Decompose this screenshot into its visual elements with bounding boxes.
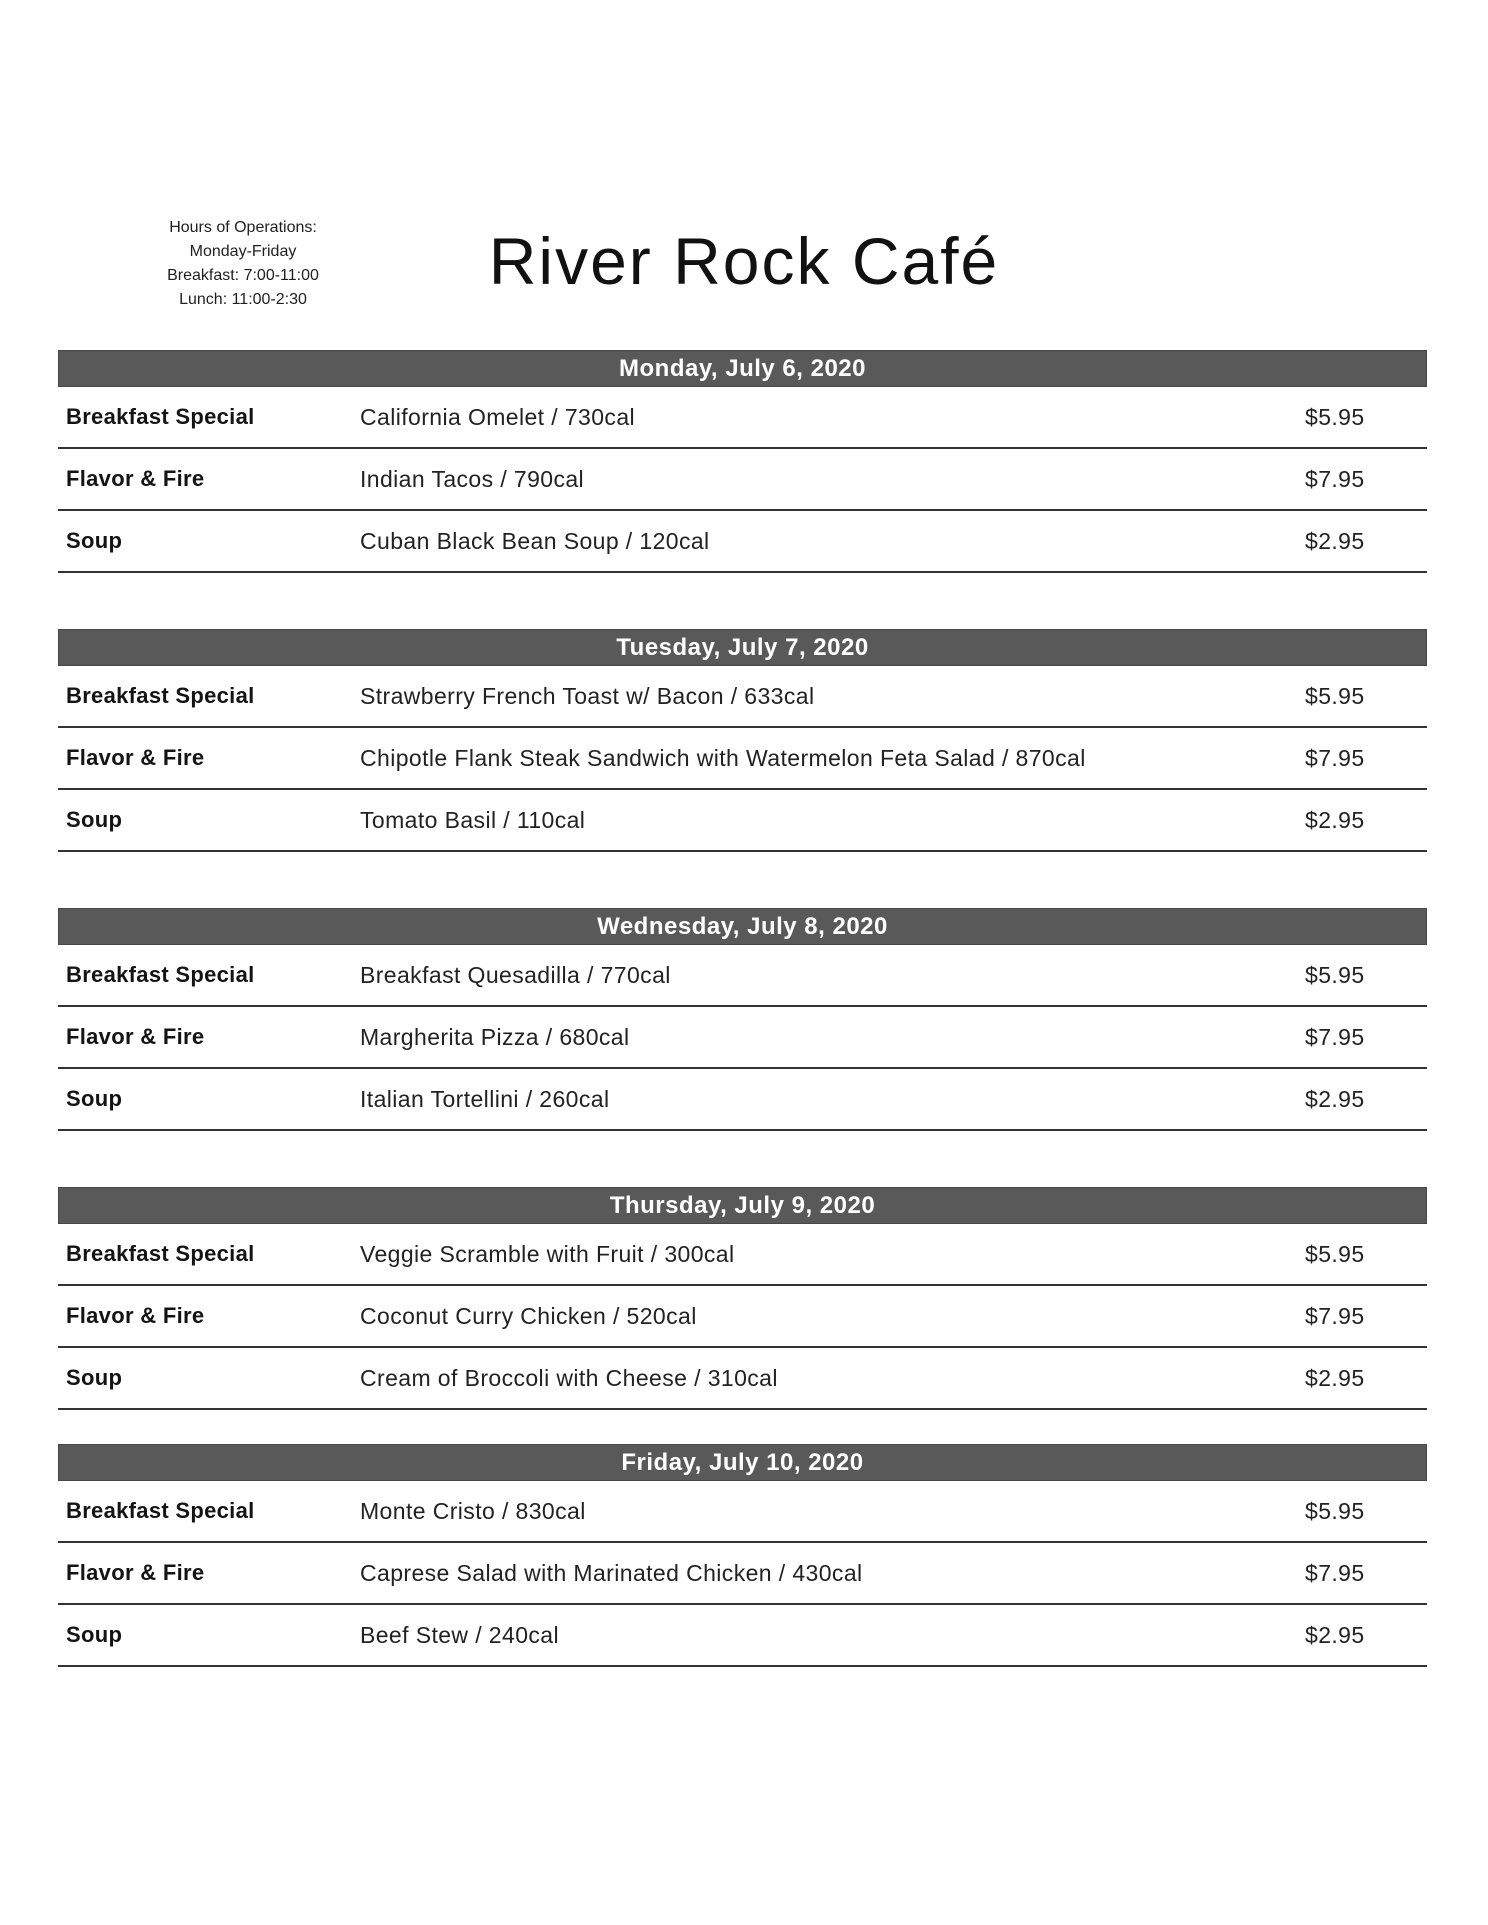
item-price: $5.95 xyxy=(1305,961,1365,988)
menu-row xyxy=(58,1348,1427,1410)
day-header-title: Wednesday, July 8, 2020 xyxy=(597,912,888,940)
menu-row xyxy=(58,1605,1427,1667)
category-label: Breakfast Special xyxy=(66,1241,255,1266)
item-description: Breakfast Quesadilla / 770cal xyxy=(360,961,671,988)
item-description: Caprese Salad with Marinated Chicken / 430cal xyxy=(360,1559,863,1586)
hours-line: Hours of Operations: xyxy=(169,219,317,236)
item-description: Veggie Scramble with Fruit / 300cal xyxy=(360,1240,735,1267)
menu-row xyxy=(58,1224,1427,1286)
item-description: Tomato Basil / 110cal xyxy=(360,806,586,833)
day-header-bar xyxy=(58,1444,1427,1481)
item-price: $5.95 xyxy=(1305,403,1365,430)
item-description: Strawberry French Toast w/ Bacon / 633cal xyxy=(360,682,815,709)
menu-row xyxy=(58,790,1427,852)
item-description: Coconut Curry Chicken / 520cal xyxy=(360,1302,697,1329)
day-section-wednesday xyxy=(58,908,1427,1131)
category-label: Flavor & Fire xyxy=(66,745,205,770)
item-description: Monte Cristo / 830cal xyxy=(360,1497,586,1524)
category-label: Soup xyxy=(66,528,123,553)
item-description: Cuban Black Bean Soup / 120cal xyxy=(360,527,710,554)
menu-row xyxy=(58,728,1427,790)
category-label: Soup xyxy=(66,1365,123,1390)
item-price: $7.95 xyxy=(1305,1559,1365,1586)
category-label: Flavor & Fire xyxy=(66,1024,205,1049)
day-header-bar xyxy=(58,629,1427,666)
day-header-title: Tuesday, July 7, 2020 xyxy=(616,633,869,661)
item-description: Cream of Broccoli with Cheese / 310cal xyxy=(360,1364,778,1391)
item-price: $7.95 xyxy=(1305,1302,1365,1329)
item-description: Margherita Pizza / 680cal xyxy=(360,1023,630,1050)
day-header-bar xyxy=(58,350,1427,387)
day-section-tuesday xyxy=(58,629,1427,852)
menu-row xyxy=(58,1481,1427,1543)
day-header-bar xyxy=(58,908,1427,945)
menu-row xyxy=(58,666,1427,728)
day-header-bar xyxy=(58,1187,1427,1224)
item-price: $2.95 xyxy=(1305,806,1365,833)
day-header-title: Friday, July 10, 2020 xyxy=(621,1448,864,1476)
item-price: $2.95 xyxy=(1305,1085,1365,1112)
menu-row xyxy=(58,387,1427,449)
page-title: River Rock Café xyxy=(488,224,1000,298)
category-label: Breakfast Special xyxy=(66,683,255,708)
category-label: Flavor & Fire xyxy=(66,1560,205,1585)
menu-row xyxy=(58,1543,1427,1605)
item-price: $5.95 xyxy=(1305,1497,1365,1524)
item-description: Indian Tacos / 790cal xyxy=(360,465,585,492)
category-label: Soup xyxy=(66,1622,123,1647)
category-label: Flavor & Fire xyxy=(66,466,205,491)
item-price: $5.95 xyxy=(1305,682,1365,709)
day-header-title: Monday, July 6, 2020 xyxy=(619,354,866,382)
item-description: Chipotle Flank Steak Sandwich with Watermelon Feta Salad / 870cal xyxy=(360,744,1086,771)
item-price: $7.95 xyxy=(1305,744,1365,771)
menu-row xyxy=(58,1007,1427,1069)
item-price: $5.95 xyxy=(1305,1240,1365,1267)
category-label: Breakfast Special xyxy=(66,404,255,429)
category-label: Soup xyxy=(66,1086,123,1111)
item-description: Beef Stew / 240cal xyxy=(360,1621,559,1648)
menu-row xyxy=(58,1069,1427,1131)
day-section-monday xyxy=(58,350,1427,573)
hours-line: Monday-Friday xyxy=(189,243,297,260)
day-section-friday xyxy=(58,1444,1427,1667)
category-label: Soup xyxy=(66,807,123,832)
day-section-thursday xyxy=(58,1187,1427,1410)
item-description: California Omelet / 730cal xyxy=(360,403,636,430)
hours-line: Breakfast: 7:00-11:00 xyxy=(167,267,319,284)
category-label: Breakfast Special xyxy=(66,1498,255,1523)
item-price: $7.95 xyxy=(1305,1023,1365,1050)
item-price: $2.95 xyxy=(1305,1364,1365,1391)
item-price: $2.95 xyxy=(1305,527,1365,554)
menu-row xyxy=(58,1286,1427,1348)
category-label: Flavor & Fire xyxy=(66,1303,205,1328)
item-description: Italian Tortellini / 260cal xyxy=(360,1085,610,1112)
menu-row xyxy=(58,511,1427,573)
item-price: $2.95 xyxy=(1305,1621,1365,1648)
menu-content xyxy=(58,350,1427,1723)
menu-row xyxy=(58,945,1427,1007)
hours-line: Lunch: 11:00-2:30 xyxy=(179,291,307,308)
menu-row xyxy=(58,449,1427,511)
category-label: Breakfast Special xyxy=(66,962,255,987)
item-price: $7.95 xyxy=(1305,465,1365,492)
day-header-title: Thursday, July 9, 2020 xyxy=(609,1191,876,1219)
